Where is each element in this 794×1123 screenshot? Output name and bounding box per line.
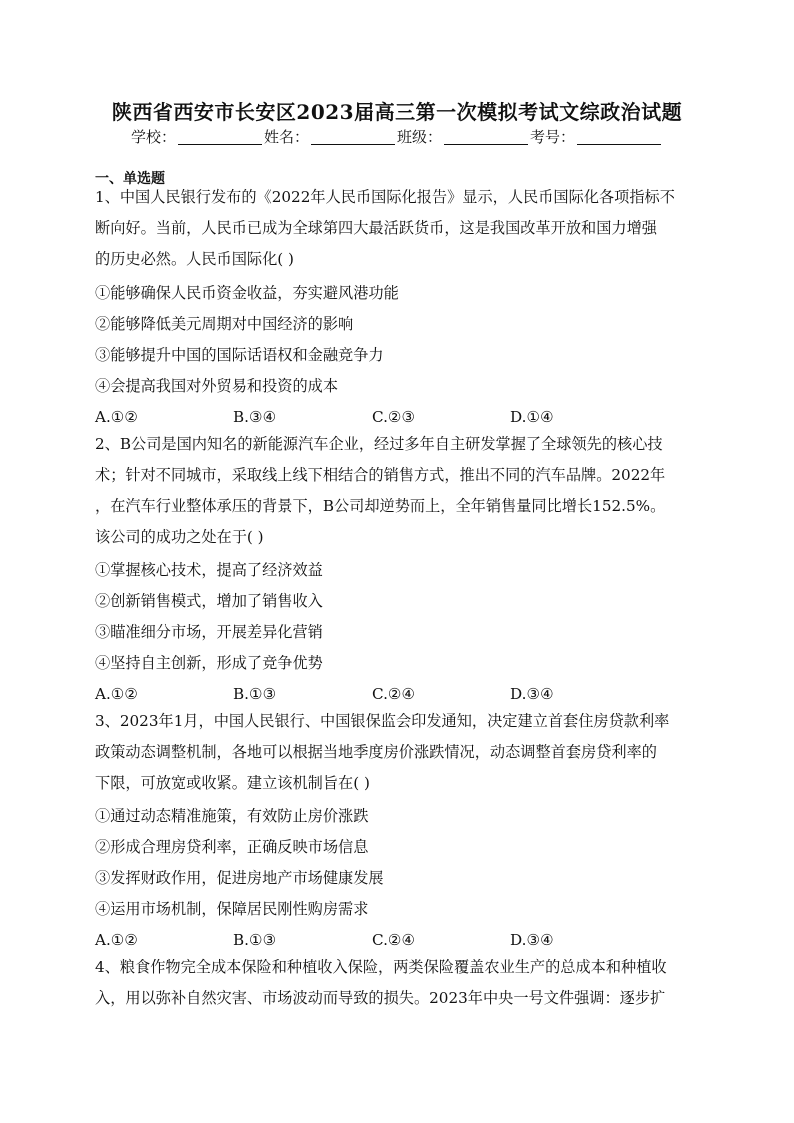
exam-number-label: 考号： — [530, 128, 576, 146]
q1-statement: ②能够降低美元周期对中国经济的影响 — [95, 315, 354, 333]
school-label: 学校： — [130, 128, 176, 146]
q1-choice-b[interactable]: B.③④ — [233, 408, 277, 426]
q2-statement: ②创新销售模式，增加了销售收入 — [95, 592, 323, 610]
q2-choice-d[interactable]: D.③④ — [510, 685, 554, 703]
exam-number-blank — [577, 130, 661, 145]
q3-statement: ①通过动态精准施策，有效防止房价涨跌 — [95, 807, 369, 825]
q1-stem-line: 1、中国人民银行发布的《2022年人民币国际化报告》显示，人民币国际化各项指标不 — [95, 188, 675, 206]
name-label: 姓名： — [263, 128, 309, 146]
q2-statement: ③瞄准细分市场，开展差异化营销 — [95, 623, 323, 641]
q2-stem-line: 该公司的成功之处在于( ) — [95, 528, 264, 546]
q1-stem-line: 的历史必然。人民币国际化( ) — [95, 250, 294, 268]
q3-statement: ④运用市场机制，保障居民刚性购房需求 — [95, 900, 369, 918]
q3-choice-c[interactable]: C.②④ — [372, 931, 416, 949]
q3-choice-a[interactable]: A.①② — [95, 931, 139, 949]
q2-statement: ①掌握核心技术，提高了经济效益 — [95, 561, 323, 579]
q2-stem-line: ，在汽车行业整体承压的背景下，B公司却逆势而上，全年销售量同比增长152.5%。 — [95, 497, 666, 515]
q3-statement: ②形成合理房贷利率，正确反映市场信息 — [95, 838, 369, 856]
q4-stem-line: 4、粮食作物完全成本保险和种植收入保险，两类保险覆盖农业生产的总成本和种植收 — [95, 958, 667, 976]
q2-choice-a[interactable]: A.①② — [95, 685, 139, 703]
q3-stem-line: 政策动态调整机制，各地可以根据当地季度房价涨跌情况，动态调整首套房贷利率的 — [95, 743, 657, 761]
q3-stem-line: 3、2023年1月，中国人民银行、中国银保监会印发通知，决定建立首套住房贷款利率 — [95, 712, 670, 730]
q3-statement: ③发挥财政作用，促进房地产市场健康发展 — [95, 869, 384, 887]
q4-stem-line: 入，用以弥补自然灾害、市场波动而导致的损失。2023年中央一号文件强调：逐步扩 — [95, 989, 666, 1007]
q2-stem-line: 术；针对不同城市，采取线上线下相结合的销售方式，推出不同的汽车品牌。2022年 — [95, 466, 666, 484]
q1-statement: ①能够确保人民币资金收益，夯实避风港功能 — [95, 284, 399, 302]
q1-choice-d[interactable]: D.①④ — [510, 408, 554, 426]
q2-stem-line: 2、B公司是国内知名的新能源汽车企业，经过多年自主研发掌握了全球领先的核心技 — [95, 435, 663, 453]
q3-stem-line: 下限，可放宽或收紧。建立该机制旨在( ) — [95, 774, 370, 792]
q2-statement: ④坚持自主创新，形成了竞争优势 — [95, 654, 323, 672]
class-label: 班级： — [397, 128, 443, 146]
q1-stem-line: 断向好。当前，人民币已成为全球第四大最活跃货币，这是我国改革开放和国力增强 — [95, 219, 657, 237]
q3-choice-d[interactable]: D.③④ — [510, 931, 554, 949]
q1-choice-a[interactable]: A.①② — [95, 408, 139, 426]
q2-choice-b[interactable]: B.①③ — [233, 685, 277, 703]
class-blank — [444, 130, 528, 145]
q1-choice-c[interactable]: C.②③ — [372, 408, 416, 426]
q3-choice-b[interactable]: B.①③ — [233, 931, 277, 949]
q1-statement: ③能够提升中国的国际话语权和金融竞争力 — [95, 346, 384, 364]
q1-statement: ④会提高我国对外贸易和投资的成本 — [95, 377, 338, 395]
school-blank — [178, 130, 262, 145]
name-blank — [311, 130, 395, 145]
q2-choice-c[interactable]: C.②④ — [372, 685, 416, 703]
student-info-row — [0, 126, 794, 147]
section-heading: 一、单选题 — [95, 171, 165, 187]
page-title: 陕西省西安市长安区2023届高三第一次模拟考试文综政治试题 — [111, 100, 683, 124]
